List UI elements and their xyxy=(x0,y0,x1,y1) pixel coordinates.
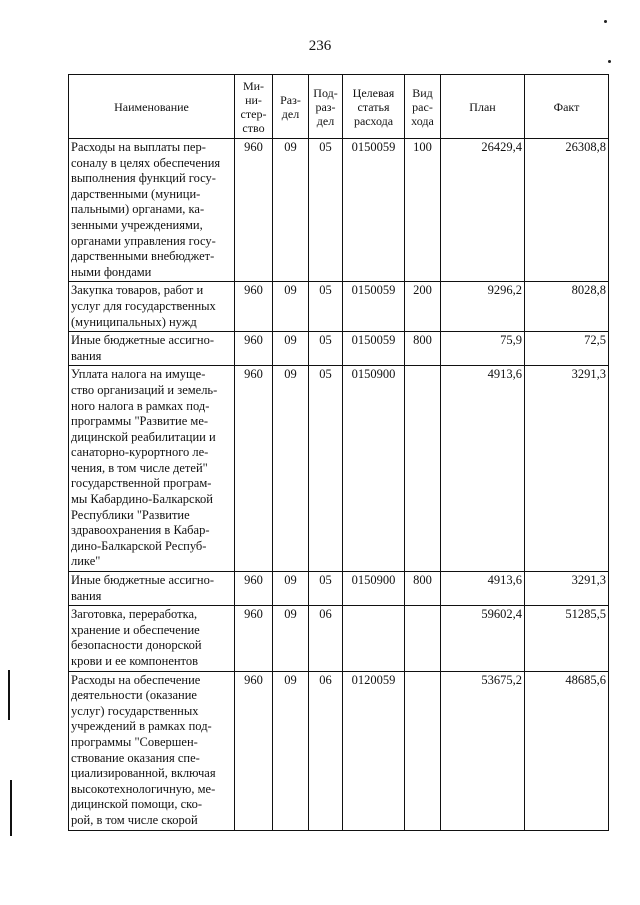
row-expense-type xyxy=(405,366,441,572)
row-expense-type: 800 xyxy=(405,332,441,366)
row-name: Закупка товаров, работ и услуг для государственных (муниципальных) нужд xyxy=(69,282,235,332)
row-expense-type xyxy=(405,671,441,830)
row-fact: 48685,6 xyxy=(525,671,609,830)
table-row xyxy=(69,671,609,830)
row-fact: 72,5 xyxy=(525,332,609,366)
scan-edge-line xyxy=(8,670,10,720)
row-name: Иные бюджетные ассигно- вания xyxy=(69,332,235,366)
scan-edge-line xyxy=(10,780,12,836)
row-target-article: 0150900 xyxy=(343,366,405,572)
row-ministry: 960 xyxy=(235,366,273,572)
row-subsection: 05 xyxy=(309,572,343,606)
scan-speck-mark xyxy=(604,20,607,23)
scan-speck-mark xyxy=(608,60,611,63)
row-name: Заготовка, переработка, хранение и обеспечение безопасности донорской крови и ее компонентов xyxy=(69,606,235,671)
row-target-article: 0150059 xyxy=(343,139,405,282)
row-name: Расходы на обеспечение деятельности (оказание услуг) государственных учреждений в рамках под- программы "Совершен- ствование оказания спе- циализированной, включая высокотехнологичную, ме- дицинской помощи, ско- рой, в том числе скорой xyxy=(69,671,235,830)
header-fact: Факт xyxy=(525,75,609,139)
row-section: 09 xyxy=(273,139,309,282)
row-plan: 4913,6 xyxy=(441,572,525,606)
row-ministry: 960 xyxy=(235,332,273,366)
row-subsection: 05 xyxy=(309,282,343,332)
row-expense-type: 800 xyxy=(405,572,441,606)
header-ministry: Ми- ни- стер- ство xyxy=(235,75,273,139)
row-target-article: 0120059 xyxy=(343,671,405,830)
row-expense-type: 100 xyxy=(405,139,441,282)
row-target-article: 0150900 xyxy=(343,572,405,606)
row-section: 09 xyxy=(273,282,309,332)
header-section: Раз- дел xyxy=(273,75,309,139)
row-subsection: 06 xyxy=(309,606,343,671)
row-expense-type xyxy=(405,606,441,671)
table-row xyxy=(69,572,609,606)
row-section: 09 xyxy=(273,366,309,572)
row-target-article xyxy=(343,606,405,671)
table-header-row xyxy=(69,75,609,139)
row-section: 09 xyxy=(273,671,309,830)
header-expense-type: Вид рас- хода xyxy=(405,75,441,139)
row-fact: 3291,3 xyxy=(525,572,609,606)
row-plan: 9296,2 xyxy=(441,282,525,332)
table-row xyxy=(69,139,609,282)
row-section: 09 xyxy=(273,332,309,366)
header-target-article: Целевая статья расхода xyxy=(343,75,405,139)
header-subsection: Под- раз- дел xyxy=(309,75,343,139)
row-ministry: 960 xyxy=(235,139,273,282)
row-fact: 3291,3 xyxy=(525,366,609,572)
row-name: Расходы на выплаты пер- соналу в целях обеспечения выполнения функций госу- дарственными (муници- пальными) органами, ка- зенными учреждениями, органами управления госу- дарственными внебюджет- ными фондами xyxy=(69,139,235,282)
row-ministry: 960 xyxy=(235,671,273,830)
row-subsection: 05 xyxy=(309,366,343,572)
row-fact: 26308,8 xyxy=(525,139,609,282)
row-expense-type: 200 xyxy=(405,282,441,332)
row-plan: 26429,4 xyxy=(441,139,525,282)
row-fact: 8028,8 xyxy=(525,282,609,332)
table-row xyxy=(69,282,609,332)
row-section: 09 xyxy=(273,572,309,606)
row-name: Иные бюджетные ассигно- вания xyxy=(69,572,235,606)
row-subsection: 06 xyxy=(309,671,343,830)
row-name: Уплата налога на имуще- ство организаций и земель- ного налога в рамках под- программы "Развитие ме- дицинской реабилитации и санаторно-курортного ле- чения, в том числе детей" государственной програм- мы Кабардино-Балкарской Республики "Развитие здравоохранения в Кабар- дино-Балкарской Респуб- лике" xyxy=(69,366,235,572)
header-name: Наименование xyxy=(69,75,235,139)
row-ministry: 960 xyxy=(235,606,273,671)
row-subsection: 05 xyxy=(309,332,343,366)
table-row xyxy=(69,366,609,572)
row-plan: 4913,6 xyxy=(441,366,525,572)
row-plan: 53675,2 xyxy=(441,671,525,830)
row-subsection: 05 xyxy=(309,139,343,282)
row-target-article: 0150059 xyxy=(343,282,405,332)
row-ministry: 960 xyxy=(235,572,273,606)
row-target-article: 0150059 xyxy=(343,332,405,366)
row-section: 09 xyxy=(273,606,309,671)
header-plan: План xyxy=(441,75,525,139)
row-plan: 59602,4 xyxy=(441,606,525,671)
table-row xyxy=(69,606,609,671)
budget-table xyxy=(68,74,609,831)
table-row xyxy=(69,332,609,366)
row-ministry: 960 xyxy=(235,282,273,332)
page-number: 236 xyxy=(308,38,332,54)
row-fact: 51285,5 xyxy=(525,606,609,671)
row-plan: 75,9 xyxy=(441,332,525,366)
